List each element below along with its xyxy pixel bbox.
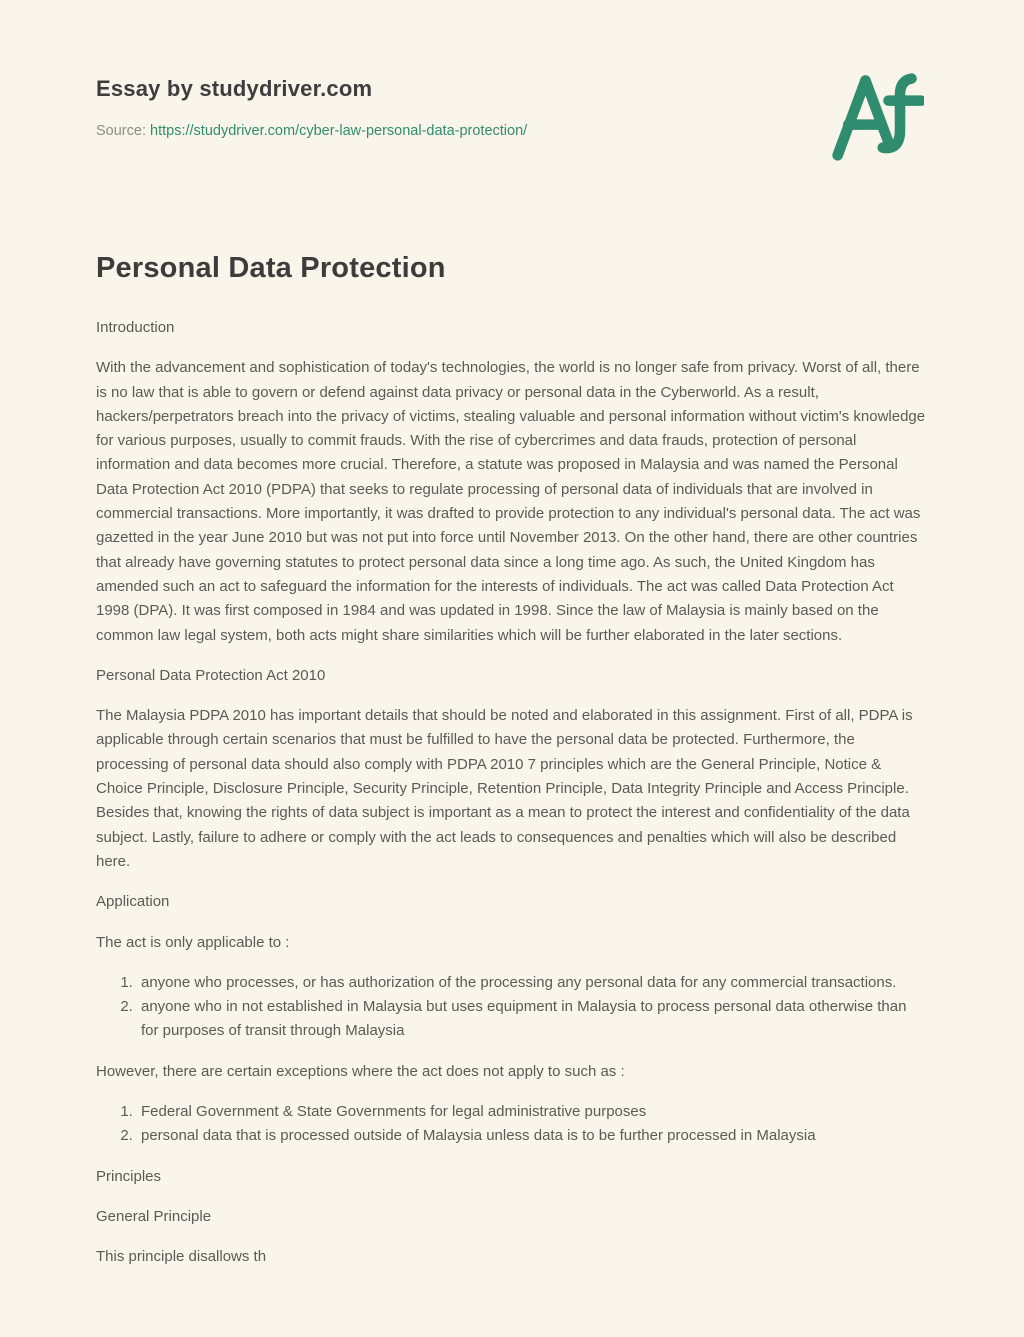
essay-byline: Essay by studydriver.com (96, 76, 373, 101)
list-item: 1. anyone who processes, or has authorization of the processing any personal data for any commercial transactions. (137, 971, 928, 995)
list-item: 2. anyone who in not established in Malaysia but uses equipment in Malaysia to process personal data otherwise than for purposes of transit through Malaysia (137, 995, 928, 1044)
section-heading-application: Application (96, 893, 170, 911)
paragraph-applicable-lead: The act is only applicable to : (96, 933, 290, 951)
studydriver-logo-icon (828, 68, 924, 164)
source-label: Source: (96, 123, 146, 139)
section-heading-principles: Principles (96, 1167, 162, 1185)
exceptions-list (96, 1100, 928, 1149)
page-title: Personal Data Protection (96, 252, 446, 284)
source-url-link[interactable]: https://studydriver.com/cyber-law-personal-data-protection/ (150, 123, 528, 139)
document-content (0, 76, 1024, 1270)
section-heading-pdpa-act: Personal Data Protection Act 2010 (96, 666, 326, 684)
applicable-list (96, 971, 928, 1044)
paragraph-introduction: With the advancement and sophistication of today's technologies, the world is no longer safe from privacy. Worst of all, there is no law that is able to govern or defend against data privacy or personal data in the Cyberworld. As a result, hackers/perpetrators breach into the privacy of victims, stealing valuable and personal information without victim's knowledge for various purposes, usually to commit frauds. With the rise of cybercrimes and data frauds, protection of personal information and data becomes more crucial. Therefore, a statute was proposed in Malaysia and was named the Personal Data Protection Act 2010 (PDPA) that seeks to regulate processing of personal data of individuals that are involved in commercial transactions. More importantly, it was drafted to provide protection to any individual's personal data. The act was gazetted in the year June 2010 but was not put into force until November 2013. On the other hand, there are other countries that already have governing statutes to protect personal data since a long time ago. As such, the United Kingdom has amended such an act to safeguard the information for the interests of individuals. The act was called Data Protection Act 1998 (DPA). It was first composed in 1984 and was updated in 1998. Since the law of Malaysia is mainly based on the common law legal system, both acts might share similarities which will be further elaborated in the later sections. (96, 359, 926, 644)
paragraph-general-principle-truncated: This principle disallows th (96, 1248, 267, 1266)
source-line (96, 123, 928, 139)
section-heading-introduction: Introduction (96, 319, 175, 336)
section-heading-general-principle: General Principle (96, 1207, 212, 1225)
list-item: 1. Federal Government & State Governments for legal administrative purposes (137, 1100, 928, 1124)
paragraph-exceptions-lead: However, there are certain exceptions where the act does not apply to such as : (96, 1062, 625, 1080)
paragraph-pdpa-act: The Malaysia PDPA 2010 has important details that should be noted and elaborated in this assignment. First of all, PDPA is applicable through certain scenarios that must be fulfilled to have the personal data be protected. Furthermore, the processing of personal data should also comply with PDPA 2010 7 principles which are the General Principle, Notice & Choice Principle, Disclosure Principle, Security Principle, Retention Principle, Data Integrity Principle and Access Principle. Besides that, knowing the rights of data subject is important as a mean to protect the interest and confidentiality of the data subject. Lastly, failure to adhere or comply with the act leads to consequences and penalties which will also be described here. (96, 707, 913, 870)
list-item: 2. personal data that is processed outside of Malaysia unless data is to be further processed in Malaysia (137, 1124, 928, 1148)
